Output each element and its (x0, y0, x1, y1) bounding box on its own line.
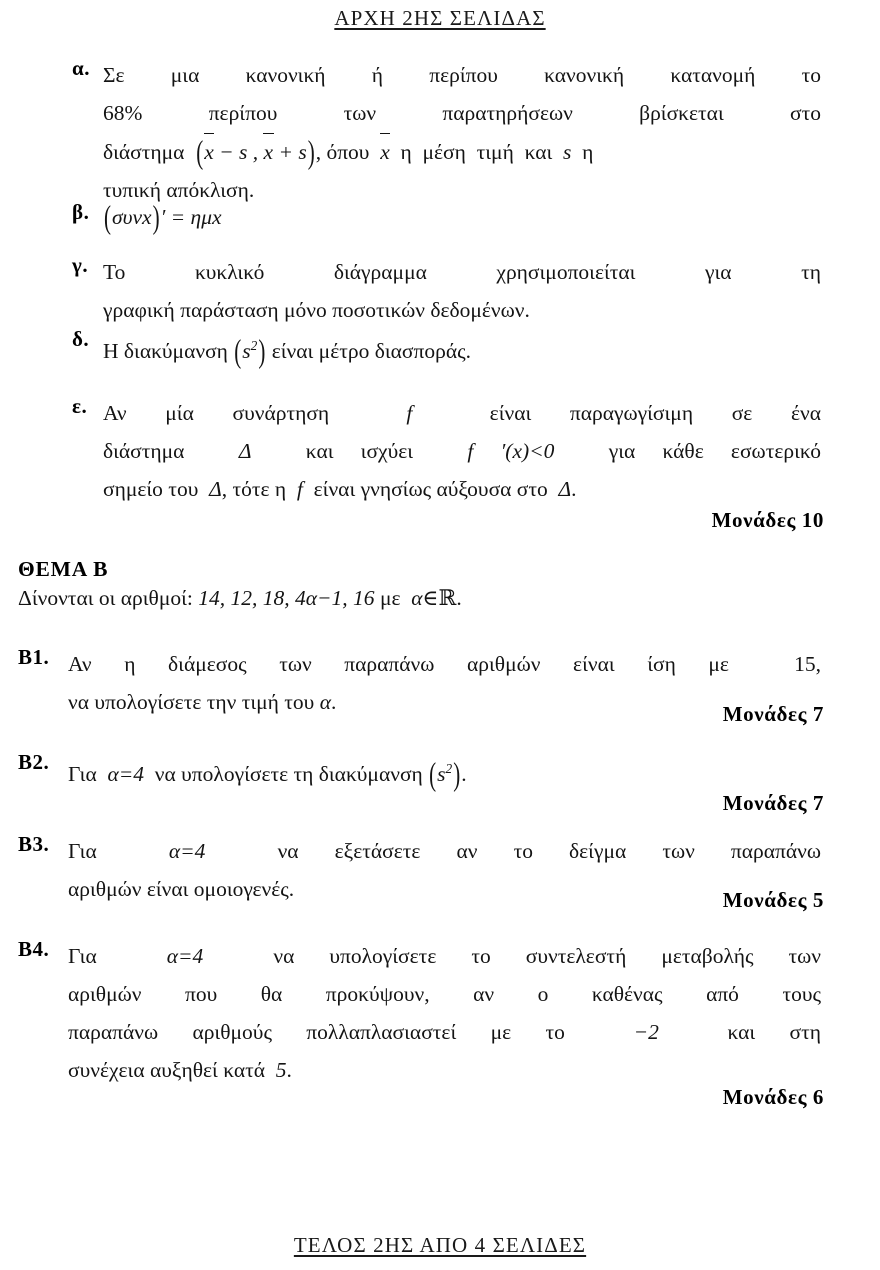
interval-minus: − s , (213, 140, 264, 164)
interval-plus: + s (273, 140, 307, 164)
real-numbers-symbol: ℝ (438, 586, 457, 611)
question-label-b2: Β2. (18, 750, 50, 774)
item-alpha-line-1: Σε μια κανονική ή περίπου κανονική κατανομή το (103, 63, 821, 87)
interval-delta-symbol-3: Δ (558, 477, 572, 501)
item-label-epsilon: ε. (72, 394, 88, 418)
given-mid: με (379, 586, 401, 610)
item-epsilon-line-2: διάστημα Δ και ισχύει f ′(x)<0 για κάθε εσωτερικό (103, 439, 821, 463)
b2-alpha-assignment: α=4 (107, 762, 145, 787)
b4-prefix: Για (68, 944, 97, 968)
b4-multiplier-value: −2 (633, 1020, 659, 1044)
paren-open-variance-b2: ( (429, 755, 437, 793)
equals-sign: = (170, 205, 186, 229)
item-label-gamma: γ. (72, 253, 89, 277)
b4-line1-rest: να υπολογίσετε το συντελεστή μεταβολής των (273, 944, 821, 968)
question-label-b3: Β3. (18, 832, 50, 856)
question-text-b2 (68, 750, 821, 793)
question-text-b1 (68, 645, 821, 721)
b4-increment-value: 5 (275, 1058, 287, 1082)
b2-mid: να υπολογίσετε τη διακύμανση (154, 762, 423, 787)
item-delta-line (103, 327, 821, 370)
header-banner-text: ΑΡΧΗ 2ΗΣ ΣΕΛΙΔΑΣ (334, 6, 546, 30)
mean-symbol-right: x (264, 132, 274, 171)
b4-line4-text: συνέχεια αυξηθεί κατά (68, 1058, 266, 1082)
variance-exponent: 2 (250, 338, 258, 353)
given-variable: α (411, 586, 423, 610)
item-label-beta: β. (72, 200, 90, 224)
paren-close-variance: ) (258, 332, 266, 370)
footer-banner-text: ΤΕΛΟΣ 2ΗΣ ΑΠΟ 4 ΣΕΛΙΔΕΣ (293, 1233, 587, 1257)
variance-symbol-b2: s (437, 762, 446, 787)
b1-variable-alpha: α (319, 690, 331, 714)
theme-b-given-line: Δίνονται οι αριθμοί: 14, 12, 18, 4α−1, 16 με α∈ℝ. (18, 586, 462, 611)
item-text-gamma (103, 253, 821, 329)
given-prefix: Δίνονται οι αριθμοί: (18, 586, 193, 610)
b3-prefix: Για (68, 839, 97, 863)
interval-delta-symbol-2: Δ (209, 477, 222, 501)
interval-delta-symbol-1: Δ (238, 439, 252, 463)
b2-prefix: Για (68, 762, 97, 787)
marks-b4: Μονάδες 6 (722, 1085, 824, 1109)
item-text-beta (103, 198, 821, 236)
item-text-epsilon (103, 394, 821, 508)
item-gamma-line-1: Το κυκλικό διάγραμμα χρησιμοποιείται για τη (103, 260, 821, 284)
item-beta-formula (103, 198, 821, 236)
b4-line-3 (68, 1013, 821, 1051)
item-alpha-line-3: διάστημα (x − s , x + s), όπου x η μέση τιμή και s η (103, 132, 821, 171)
b4-line-4: συνέχεια αυξηθεί κατά 5. (68, 1058, 292, 1082)
item-epsilon-line-1: Αν μία συνάρτηση f είναι παραγωγίσιμη σε ένα (103, 401, 821, 425)
item-text-alpha (103, 56, 821, 209)
b4-line-2: αριθμών που θα προκύψουν, αν ο καθένας από τους (68, 982, 821, 1006)
paren-open-variance: ( (234, 332, 242, 370)
cos-function: συνx (112, 205, 152, 229)
b3-alpha-assignment: α=4 (168, 839, 206, 863)
question-label-b4: Β4. (18, 937, 50, 961)
paren-open-beta: ( (104, 198, 111, 236)
question-label-b1: Β1. (18, 645, 50, 669)
item-delta-prefix: Η διακύμανση (103, 339, 228, 364)
paren-close-beta: ) (152, 198, 160, 236)
theme-b-title: ΘΕΜΑ Β (18, 557, 109, 581)
b1-median-value: 15 (794, 652, 816, 676)
b4-line3-text: παραπάνω αριθμούς πολλαπλασιαστεί με το (68, 1020, 565, 1044)
prime-mark: ′ (160, 205, 166, 229)
b4-line-1 (68, 937, 821, 975)
page-footer-banner (0, 1233, 880, 1258)
question-text-b3 (68, 832, 821, 908)
variance-symbol: s (242, 339, 251, 364)
paren-close-interval: ) (307, 133, 315, 171)
item-epsilon-line-3: σημείο του Δ, τότε η f είναι γνησίως αύξουσα στο Δ. (103, 477, 577, 501)
b3-line-1 (68, 832, 821, 870)
given-numbers: 14, 12, 18, 4α−1, 16 (198, 586, 375, 610)
marks-b3: Μονάδες 5 (722, 888, 824, 912)
b3-line1-rest: να εξετάσετε αν το δείγμα των παραπάνω (277, 839, 822, 863)
item-alpha-line-2: 68% περίπου των παρατηρήσεων βρίσκεται στο (103, 101, 821, 125)
sd-symbol: s (563, 140, 572, 164)
item-alpha-line-4: τυπική απόκλιση. (103, 178, 255, 202)
b2-line-1: Για α=4 να υπολογίσετε τη διακύμανση $(s^2)$. (68, 750, 821, 793)
b4-line3-tail: και στη (727, 1020, 822, 1044)
function-symbol-f2: f (296, 477, 303, 501)
b3-line-2: αριθμών είναι ομοιογενές. (68, 877, 295, 901)
b1-line2-text: να υπολογίσετε την τιμή του (68, 690, 315, 714)
b4-alpha-assignment: α=4 (166, 944, 204, 968)
item-label-alpha: α. (72, 56, 90, 80)
sin-function: ημx (190, 205, 222, 229)
page-header-banner (0, 6, 880, 31)
b1-line-2: να υπολογίσετε την τιμή του α. (68, 690, 337, 714)
marks-b2: Μονάδες 7 (722, 791, 824, 815)
marks-b1: Μονάδες 7 (722, 702, 824, 726)
item-text-delta (103, 327, 821, 370)
b1-line-1: Αν η διάμεσος των παραπάνω αριθμών είναι ίση με 15, (68, 652, 821, 676)
mean-symbol-left: x (204, 132, 214, 171)
function-symbol-f1: f (406, 401, 413, 425)
paren-open-interval: ( (196, 133, 204, 171)
paren-close-variance-b2: ) (453, 755, 461, 793)
variance-exponent-b2: 2 (445, 761, 453, 776)
element-of-sign: ∈ (422, 586, 439, 610)
marks-theme-a: Μονάδες 10 (711, 508, 824, 532)
item-label-delta: δ. (72, 327, 90, 351)
mean-symbol-third: x (380, 132, 390, 171)
item-gamma-line-2: γραφική παράσταση μόνο ποσοτικών δεδομένων. (103, 298, 530, 322)
question-text-b4 (68, 937, 821, 1089)
derivative-condition: f ′(x)<0 (467, 439, 555, 463)
item-delta-suffix: είναι μέτρο διασποράς. (271, 339, 471, 364)
